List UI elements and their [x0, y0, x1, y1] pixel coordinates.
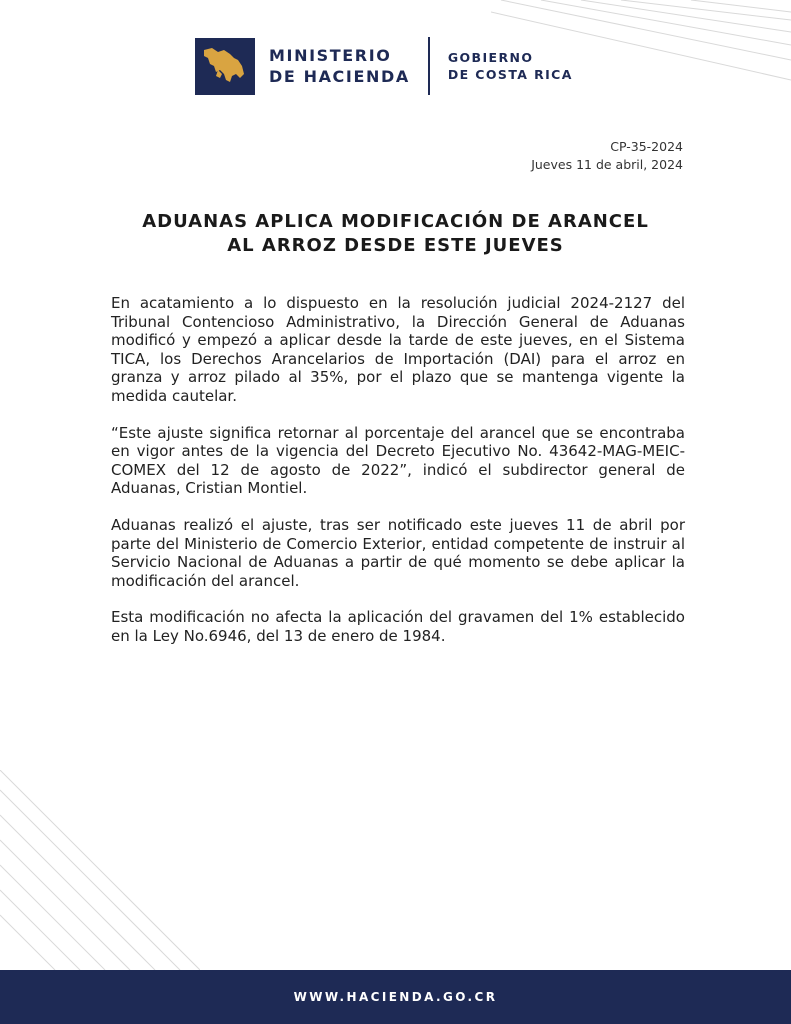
ministry-line-2: DE HACIENDA [269, 67, 410, 86]
title-line-2: AL ARROZ DESDE ESTE JUEVES [227, 235, 564, 256]
paragraph-2: “Este ajuste significa retornar al porcentaje del arancel que se encontraba en vigor antes de la vigencia del Decreto Ejecutivo No. 43642-MAG-MEIC-COMEX del 12 de agosto de 2022”, indicó el subdirector general de Aduanas, Cristian Montiel. [111, 423, 685, 498]
ministry-name [269, 45, 410, 87]
header-divider [428, 37, 430, 95]
paragraph-1: En acatamiento a lo dispuesto en la resolución judicial 2024-2127 del Tribunal Contencioso Administrativo, la Dirección General de Aduanas modificó y empezó a aplicar desde la tarde de este jueves, en el Sistema TICA, los Derechos Arancelarios de Importación (DAI) para el arroz en granza y arroz pilado al 35%, por el plazo que se mantenga vigente la medida cautelar. [111, 294, 685, 405]
costa-rica-map-logo [195, 38, 255, 95]
document-meta [531, 138, 683, 174]
press-release-code: CP-35-2024 [610, 139, 683, 154]
footer-bar [0, 970, 791, 1024]
footer-website-link[interactable]: WWW.HACIENDA.GO.CR [293, 990, 498, 1004]
costa-rica-map-icon [200, 44, 250, 88]
government-name [448, 49, 573, 83]
ministry-line-1: MINISTERIO [269, 46, 392, 65]
decorative-lines-bottom-left [0, 770, 200, 970]
header-logo [195, 36, 573, 96]
press-release-date: Jueves 11 de abril, 2024 [531, 157, 683, 172]
press-release-title [0, 210, 791, 258]
paragraph-4: Esta modificación no afecta la aplicación del gravamen del 1% establecido en la Ley No.6946, del 13 de enero de 1984. [111, 608, 685, 645]
government-line-1: GOBIERNO [447, 50, 534, 65]
government-line-2: DE COSTA RICA [447, 67, 573, 82]
title-line-1: ADUANAS APLICA MODIFICACIÓN DE ARANCEL [142, 211, 649, 232]
paragraph-3: Aduanas realizó el ajuste, tras ser notificado este jueves 11 de abril por parte del Ministerio de Comercio Exterior, entidad competente de instruir al Servicio Nacional de Aduanas a partir de qué momento se debe aplicar la modificación del arancel. [111, 515, 685, 590]
press-release-body [111, 294, 685, 664]
